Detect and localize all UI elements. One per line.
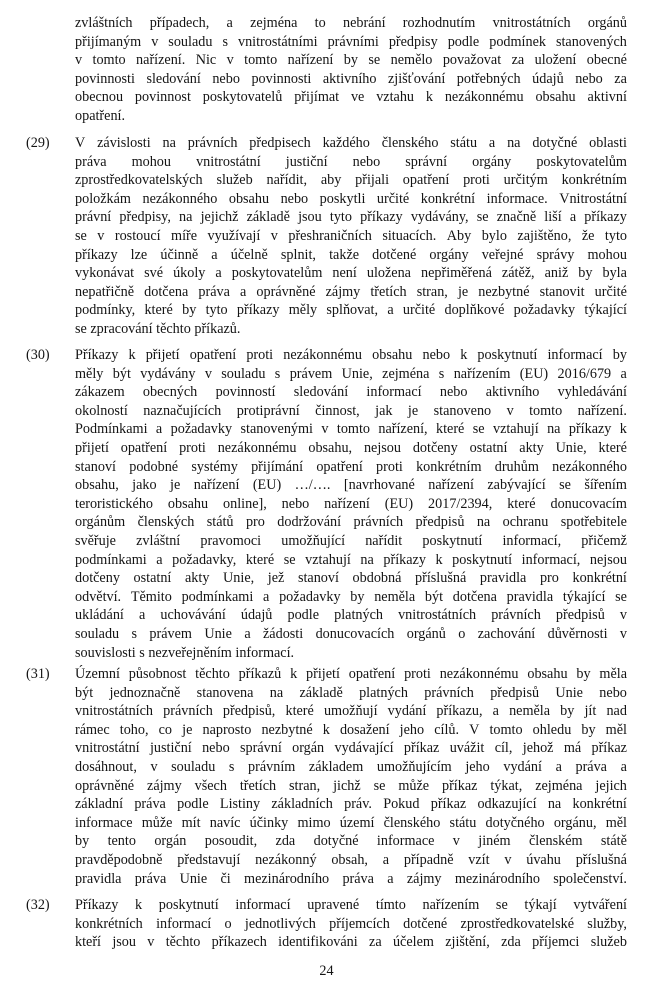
text-line: právní předpisy, na jejichž základě jsou tyto příkazy vydávány, se značně liší a příkazy <box>75 209 627 226</box>
text-line: odvětví. Těmito podmínkami a požadavky by neměla být dotčena pravidla týkající se <box>75 588 627 605</box>
text-line: měly být vydávány v souladu s právem Unie, zejména s nařízením (EU) 2016/679 a <box>75 365 627 382</box>
text-line: oprávněné zájmy všech třetích stran, jichž se může příkaz týkat, zejména jejich <box>75 777 627 794</box>
text-line: svěřuje zvláštní pravomoci umožňující nařídit poskytnutí informací, přičemž <box>75 532 627 549</box>
recital-31-text <box>75 665 627 888</box>
text-line: zprostředkovatelských služeb nařídit, aby přijali opatření proti určitým konkrétním <box>75 172 627 189</box>
text-line: okolností naznačujících protiprávní činnost, jak je stanoveno v tomto nařízení. <box>75 402 627 419</box>
text-line: V závislosti na právních předpisech každého členského státu a na dotyčné oblasti <box>75 135 627 151</box>
text-line: vnitrostátních právních předpisů, které umožňují vydání příkazu, a neměla by jít nad <box>75 703 627 720</box>
text-line: přijetí opatření proti nezákonnému obsahu, nejsou dotčeny ostatní akty Unie, které <box>75 439 627 456</box>
recital-continuation <box>75 14 627 126</box>
text-line: pravidla práva Unie či mezinárodního práva a zájmy mezinárodního společenství. <box>75 870 627 887</box>
text-line: povinnosti sledování nebo povinnosti aktivního zjišťování potřebných údajů nebo za <box>75 70 627 87</box>
text-line: konkrétních informací o jednotlivých příjemcích dotčené zprostředkovatelské služby, <box>75 915 627 932</box>
text-line: Podmínkami a požadavky stanovenými v tomto nařízení, které se vztahují na příkazy k <box>75 421 627 438</box>
text-line: zvláštních případech, a zejména to nebrání rozhodnutím vnitrostátních orgánů <box>75 15 627 31</box>
text-line: by tento orgán posoudit, zda dotyčné informace v jiném členském státě <box>75 833 627 850</box>
text-line: Územní působnost těchto příkazů k přijetí opatření proti nezákonnému obsahu by měla <box>75 666 627 682</box>
text-line: Příkazy k poskytnutí informací upravené tímto nařízením se týkají vytváření <box>75 897 627 913</box>
recital-32-text <box>75 896 627 952</box>
text-line: nepatřičně dotčena práva a oprávněné zájmy třetích stran, je nezbytné stanovit určité <box>75 283 627 300</box>
text-line: příkazy lze účinně a účelně splnit, takže dotčené orgány veřejné správy mohou <box>75 246 627 263</box>
text-line: položkám nezákonného obsahu nebo poskytli určité konkrétní informace. Vnitrostátní <box>75 190 627 207</box>
text-line: teroristického obsahu online], nebo nařízení (EU) 2017/2394, které donucovacím <box>75 495 627 512</box>
recital-number: (32) <box>26 897 50 913</box>
recital-30-text <box>75 346 627 662</box>
text-line: podmínky, které by tyto příkazy měly splňovat, a určité doplňkové požadavky týkající <box>75 302 627 319</box>
text-line: orgánům členských států pro dodržování právních předpisů na ochranu spotřebitele <box>75 514 627 531</box>
text-line: dotčeny ostatní akty Unie, jež stanoví obdobná příslušná pravidla pro konkrétní <box>75 570 627 587</box>
text-line: práva mohou vnitrostátní justiční nebo správní orgány poskytovatelům <box>75 153 627 170</box>
text-line: souvislosti s nezveřejněním informací. <box>75 644 295 661</box>
text-line: obecnou povinnost poskytovatelů přijímat ve vztahu k nezákonnému obsahu aktivní <box>75 89 627 106</box>
text-line: informace může mít navíc účinky mimo území členského státu dotyčného orgánu, měl <box>75 814 627 831</box>
text-line: opatření. <box>75 107 126 124</box>
text-line: pravděpodobně představují nezákonný obsah, a případně vzít v úvahu příslušná <box>75 851 627 868</box>
text-line: v tomto nařízení. Nic v tomto nařízení by se nemělo považovat za uložení obecné <box>75 52 627 69</box>
text-line: dosáhnout, v souladu s právním základem umožňujícím jeho vydání a práva a <box>75 758 627 775</box>
recital-29-text <box>75 134 627 339</box>
text-line: přijímaným v souladu s vnitrostátními právními předpisy podle podmínek stanovených <box>75 33 627 50</box>
recital-number: (30) <box>26 347 50 363</box>
text-line: stanoví podobné systémy přijímání opatření proti konkrétním druhům nezákonného <box>75 458 627 475</box>
text-line: kteří jsou v těchto příkazech identifikováni za účelem zjištění, zda příjemci služeb <box>75 934 627 951</box>
recital-number: (29) <box>26 135 50 151</box>
text-line: být jednoznačně stanovena na základě platných právních předpisů Unie nebo <box>75 684 627 701</box>
text-line: podmínkami a požadavky, které se vztahují na příkazy k poskytnutí informací, nejsou <box>75 551 627 568</box>
text-line: souladu s právem Unie a žádosti donucovacích orgánů o zachování důvěrnosti v <box>75 625 627 642</box>
text-line: Příkazy k přijetí opatření proti nezákonnému obsahu nebo k poskytnutí informací by <box>75 347 627 363</box>
text-line: rámec toho, co je naprosto nezbytné k dosažení jeho cílů. V tomto ohledu by měl <box>75 721 627 738</box>
page-number: 24 <box>319 963 334 979</box>
text-line: zákazem obecných povinností sledování informací nebo aktivního vyhledávání <box>75 384 627 401</box>
text-line: ukládání a uchovávání údajů podle platných vnitrostátních právních předpisů v <box>75 607 627 624</box>
recital-number: (31) <box>26 666 50 682</box>
text-line: vykonávat své úkoly a poskytovatelům není uložena nepřiměřená zátěž, aniž by byla <box>75 265 627 282</box>
text-line: se v rostoucí míře využívají v přeshraničních situacích. Aby bylo zajištěno, že tyto <box>75 227 627 244</box>
text-line: se zpracování těchto příkazů. <box>75 320 241 337</box>
text-line: základní práva podle Listiny základních práv. Pokud příkaz odkazující na konkrétní <box>75 796 627 813</box>
text-line: obsahu, jako je nařízení (EU) …/…. [navrhované nařízení zabývající se šířením <box>75 477 627 494</box>
text-line: vnitrostátní justiční nebo správní orgán vydávající příkaz uvážit cíl, jehož má příkaz <box>75 740 627 757</box>
